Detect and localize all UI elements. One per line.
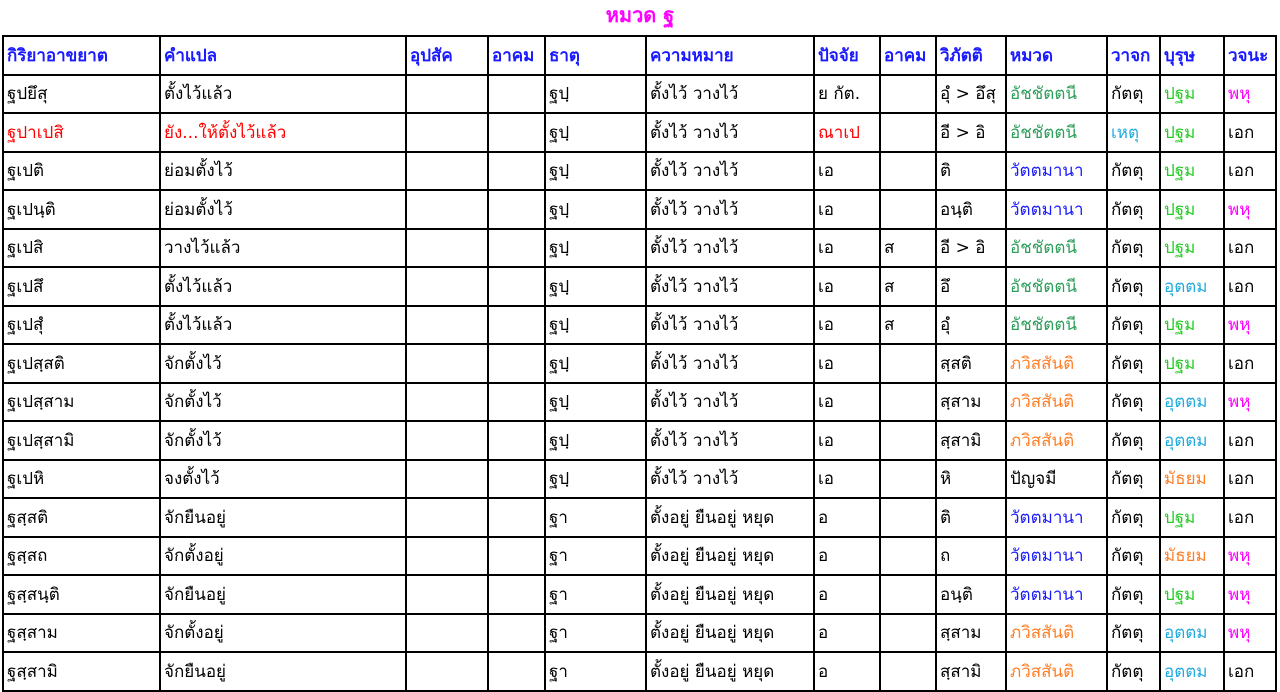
table-cell: กัตตุ [1107,498,1160,537]
table-cell: เอ [814,383,880,422]
table-cell: เอก [1224,498,1276,537]
table-cell: ฐปฺ [545,152,646,191]
table-cell: พหุ [1224,383,1276,422]
table-cell: ตั้งอยู่ ยืนอยู่ หยุด [646,575,814,614]
table-cell: กัตตุ [1107,306,1160,345]
table-cell [488,267,545,306]
table-cell: วัตตมานา [1006,152,1107,191]
table-cell: ตั้งไว้ วางไว้ [646,229,814,268]
table-cell: เอ [814,229,880,268]
table-cell: อัชชัตตนี [1006,229,1107,268]
conjugation-table [2,35,1277,692]
table-cell [880,537,936,576]
table-cell: กัตตุ [1107,152,1160,191]
table-cell: วัตตมานา [1006,498,1107,537]
table-cell [406,190,488,229]
table-cell: ฐเปสิ [3,229,160,268]
table-row [3,575,1276,614]
table-row [3,306,1276,345]
table-cell: อัชชัตตนี [1006,113,1107,152]
table-cell: พหุ [1224,537,1276,576]
table-cell [488,75,545,114]
table-cell [406,344,488,383]
column-header: คำแปล [160,36,406,75]
table-cell: ตั้งไว้ วางไว้ [646,383,814,422]
table-cell [880,460,936,499]
table-cell [406,306,488,345]
table-cell: ย กัต. [814,75,880,114]
table-cell: ปฐม [1160,306,1224,345]
table-cell: ย่อมตั้งไว้ [160,190,406,229]
table-cell [880,344,936,383]
table-cell: ถ [936,537,1006,576]
table-cell: ฐเปสึ [3,267,160,306]
table-cell: ส [880,267,936,306]
table-cell: ภวิสสันติ [1006,344,1107,383]
table-cell [406,460,488,499]
table-cell [406,229,488,268]
table-cell [488,537,545,576]
table-cell: ฐสฺสามิ [3,652,160,691]
table-cell [406,383,488,422]
table-row [3,383,1276,422]
table-cell: ปฐม [1160,229,1224,268]
table-cell: กัตตุ [1107,460,1160,499]
table-cell: อี > อิ [936,229,1006,268]
table-row [3,152,1276,191]
table-cell: ณาเป [814,113,880,152]
table-cell: ฐา [545,614,646,653]
table-cell: อุตตม [1160,614,1224,653]
table-cell: อ [814,498,880,537]
table-cell: สฺสาม [936,383,1006,422]
table-cell: กัตตุ [1107,190,1160,229]
column-header: กิริยาอาขยาต [3,36,160,75]
table-cell: เอก [1224,229,1276,268]
table-cell: เอก [1224,152,1276,191]
column-header: วิภัตติ [936,36,1006,75]
table-cell: ตั้งไว้แล้ว [160,75,406,114]
table-cell: ฐา [545,537,646,576]
table-cell: ภวิสสันติ [1006,383,1107,422]
table-cell: วัตตมานา [1006,575,1107,614]
table-cell [406,614,488,653]
table-cell: จักตั้งไว้ [160,344,406,383]
table-cell: เอ [814,267,880,306]
table-row [3,652,1276,691]
table-cell: ตั้งไว้ วางไว้ [646,421,814,460]
table-cell [880,383,936,422]
table-cell: ฐา [545,498,646,537]
table-cell [880,498,936,537]
table-row [3,537,1276,576]
table-cell [488,344,545,383]
table-cell: ติ [936,498,1006,537]
table-cell: ตั้งอยู่ ยืนอยู่ หยุด [646,537,814,576]
table-row [3,498,1276,537]
table-cell: อุํ > อึสุ [936,75,1006,114]
table-cell [488,383,545,422]
table-cell: ฐเปนฺติ [3,190,160,229]
table-cell: วัตตมานา [1006,537,1107,576]
table-cell: พหุ [1224,190,1276,229]
column-header: วาจก [1107,36,1160,75]
table-cell: เอก [1224,421,1276,460]
table-cell: อนฺติ [936,575,1006,614]
header-row [3,36,1276,75]
column-header: ปัจจัย [814,36,880,75]
table-cell: ฐเปสุํ [3,306,160,345]
table-cell [880,421,936,460]
table-cell [406,267,488,306]
table-row [3,421,1276,460]
table-cell: จักยืนอยู่ [160,652,406,691]
table-cell: กัตตุ [1107,229,1160,268]
table-cell [488,460,545,499]
table-cell: เอ [814,344,880,383]
table-cell: ปฐม [1160,113,1224,152]
table-cell [880,113,936,152]
table-cell: เอ [814,460,880,499]
table-cell: กัตตุ [1107,614,1160,653]
table-cell: สฺสติ [936,344,1006,383]
column-header: อาคม [880,36,936,75]
table-cell: ฐเปสฺสติ [3,344,160,383]
table-cell: เอก [1224,113,1276,152]
table-body [3,75,1276,691]
table-cell [488,306,545,345]
table-cell: ตั้งอยู่ ยืนอยู่ หยุด [646,498,814,537]
column-header: บุรุษ [1160,36,1224,75]
table-cell: สฺสาม [936,614,1006,653]
table-cell: อุตตม [1160,421,1224,460]
table-cell [488,190,545,229]
table-cell: ฐเปสฺสาม [3,383,160,422]
table-cell [406,537,488,576]
table-cell: ภวิสสันติ [1006,421,1107,460]
table-cell [880,152,936,191]
table-cell: ภวิสสันติ [1006,652,1107,691]
table-cell: ฐปฺ [545,383,646,422]
table-cell: อนฺติ [936,190,1006,229]
table-cell [880,75,936,114]
table-cell [488,229,545,268]
table-cell: จักตั้งไว้ [160,383,406,422]
table-cell [880,614,936,653]
table-cell: จักยืนอยู่ [160,575,406,614]
table-cell: อ [814,575,880,614]
table-cell: เอก [1224,344,1276,383]
table-row [3,460,1276,499]
table-cell: ตั้งไว้ วางไว้ [646,267,814,306]
table-cell: ฐปยึสุ [3,75,160,114]
page-title: หมวด ฐ [605,3,675,27]
table-cell: ตั้งไว้ วางไว้ [646,152,814,191]
table-cell: ฐเปสฺสามิ [3,421,160,460]
table-cell: ฐปฺ [545,344,646,383]
table-cell: พหุ [1224,614,1276,653]
table-cell: จงตั้งไว้ [160,460,406,499]
table-cell: อัชชัตตนี [1006,306,1107,345]
table-row [3,113,1276,152]
table-cell: อ [814,652,880,691]
table-cell: พหุ [1224,75,1276,114]
table-cell [488,575,545,614]
table-row [3,75,1276,114]
table-cell [406,152,488,191]
table-cell: ตั้งอยู่ ยืนอยู่ หยุด [646,614,814,653]
table-cell: เหตุ [1107,113,1160,152]
table-cell: ฐปฺ [545,421,646,460]
table-cell: กัตตุ [1107,575,1160,614]
table-cell: ปฐม [1160,190,1224,229]
table-cell: อี > อิ [936,113,1006,152]
table-cell: ตั้งไว้ วางไว้ [646,306,814,345]
table-cell: ปฐม [1160,344,1224,383]
column-header: หมวด [1006,36,1107,75]
table-cell: ตั้งไว้ วางไว้ [646,190,814,229]
table-cell: ปฐม [1160,498,1224,537]
table-row [3,614,1276,653]
table-cell: อัชชัตตนี [1006,267,1107,306]
table-cell: วางไว้แล้ว [160,229,406,268]
table-cell: ส [880,306,936,345]
table-cell [488,652,545,691]
table-cell: อุํ [936,306,1006,345]
column-header: อุปสัค [406,36,488,75]
table-cell: ปัญจมี [1006,460,1107,499]
table-cell: อัชชัตตนี [1006,75,1107,114]
table-cell: อ [814,614,880,653]
table-cell: กัตตุ [1107,537,1160,576]
table-cell [488,614,545,653]
table-cell [488,498,545,537]
table-cell: ปฐม [1160,75,1224,114]
table-cell: ย่อมตั้งไว้ [160,152,406,191]
table-cell: สฺสามิ [936,652,1006,691]
table-cell [488,152,545,191]
table-cell: อ [814,537,880,576]
column-header: ความหมาย [646,36,814,75]
table-cell [880,190,936,229]
table-cell: หิ [936,460,1006,499]
table-cell: ปฐม [1160,575,1224,614]
table-cell: กัตตุ [1107,75,1160,114]
table-cell: ฐา [545,575,646,614]
column-header: อาคม [488,36,545,75]
table-row [3,344,1276,383]
table-row [3,190,1276,229]
table-cell [488,421,545,460]
table-cell: ตั้งไว้ วางไว้ [646,460,814,499]
table-cell: จักตั้งไว้ [160,421,406,460]
table-cell: กัตตุ [1107,344,1160,383]
table-cell: กัตตุ [1107,383,1160,422]
table-cell: พหุ [1224,575,1276,614]
table-cell: ยัง...ให้ตั้งไว้แล้ว [160,113,406,152]
table-cell: ฐเปติ [3,152,160,191]
table-cell: ตั้งไว้แล้ว [160,306,406,345]
table-cell: จักยืนอยู่ [160,498,406,537]
table-cell: อึ [936,267,1006,306]
table-cell: ฐปฺ [545,229,646,268]
table-cell: ฐปฺ [545,460,646,499]
table-cell: ตั้งอยู่ ยืนอยู่ หยุด [646,652,814,691]
table-cell: ฐเปหิ [3,460,160,499]
table-cell: เอก [1224,460,1276,499]
table-cell [406,575,488,614]
table-cell: ฐปฺ [545,267,646,306]
table-cell: ภวิสสันติ [1006,614,1107,653]
table-cell [880,575,936,614]
table-cell: ฐปฺ [545,113,646,152]
table-cell: ตั้งไว้ วางไว้ [646,75,814,114]
table-cell [406,498,488,537]
table-cell: ฐสฺสนฺติ [3,575,160,614]
column-header: ธาตุ [545,36,646,75]
table-cell: เอ [814,190,880,229]
table-row [3,267,1276,306]
table-cell: วัตตมานา [1006,190,1107,229]
table-cell: ติ [936,152,1006,191]
table-cell [488,113,545,152]
table-cell: เอ [814,306,880,345]
table-cell: มัธยม [1160,460,1224,499]
table-cell: ฐสฺสถ [3,537,160,576]
table-cell: อุตตม [1160,383,1224,422]
table-cell: จักตั้งอยู่ [160,537,406,576]
table-cell [406,75,488,114]
table-cell: ฐสฺสติ [3,498,160,537]
table-cell: เอ [814,421,880,460]
table-cell [880,652,936,691]
table-cell [406,113,488,152]
table-cell [406,421,488,460]
table-cell: ฐปฺ [545,75,646,114]
table-cell: เอก [1224,267,1276,306]
table-cell: ส [880,229,936,268]
table-cell: ฐปฺ [545,190,646,229]
table-cell: พหุ [1224,306,1276,345]
table-cell: ตั้งไว้ วางไว้ [646,113,814,152]
column-header: วจนะ [1224,36,1276,75]
table-cell: กัตตุ [1107,421,1160,460]
table-cell: ตั้งไว้ วางไว้ [646,344,814,383]
table-cell: กัตตุ [1107,267,1160,306]
table-cell: มัธยม [1160,537,1224,576]
table-cell: จักตั้งอยู่ [160,614,406,653]
table-cell: เอ [814,152,880,191]
table-cell: ฐา [545,652,646,691]
table-cell: ฐสฺสาม [3,614,160,653]
table-cell: สฺสามิ [936,421,1006,460]
table-cell: ฐปาเปสิ [3,113,160,152]
table-cell: ตั้งไว้แล้ว [160,267,406,306]
table-cell [406,652,488,691]
table-cell: เอก [1224,652,1276,691]
table-cell: อุตตม [1160,652,1224,691]
table-cell: ปฐม [1160,152,1224,191]
table-cell: ฐปฺ [545,306,646,345]
table-cell: กัตตุ [1107,652,1160,691]
table-cell: อุตตม [1160,267,1224,306]
table-row [3,229,1276,268]
